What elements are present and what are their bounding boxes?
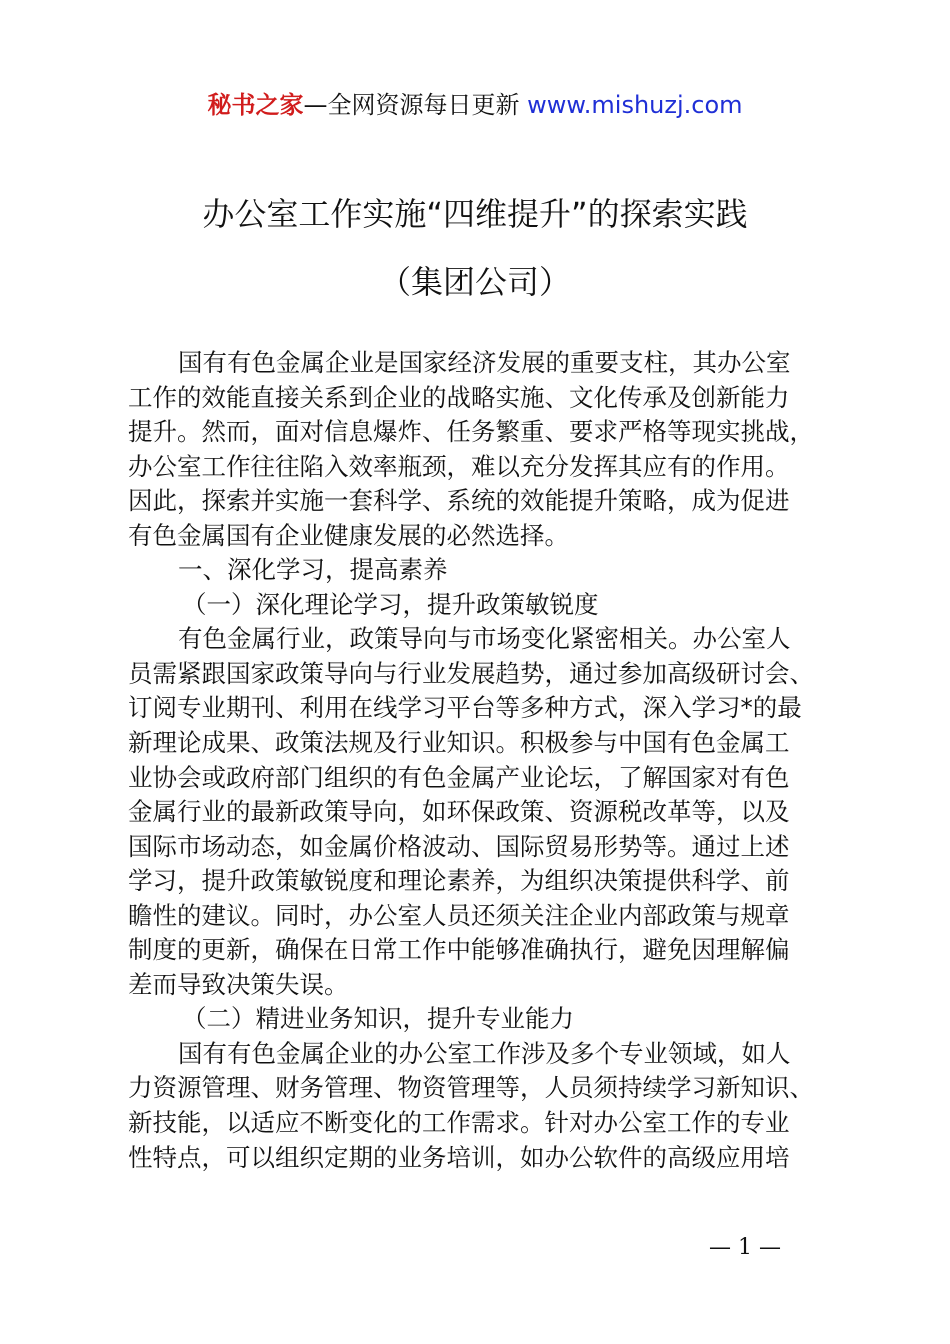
body-line: 国有有色金属企业的办公室工作涉及多个专业领域，如人: [178, 1038, 791, 1068]
body-line: 制度的更新，确保在日常工作中能够准确执行，避免因理解偏: [128, 935, 790, 965]
body-line: 业协会或政府部门组织的有色金属产业论坛，了解国家对有色: [128, 762, 790, 792]
body-line: 因此，探索并实施一套科学、系统的效能提升策略，成为促进: [128, 486, 790, 516]
body-line: 提升。然而，面对信息爆炸、任务繁重、要求严格等现实挑战，: [128, 417, 814, 447]
body-line: 员需紧跟国家政策导向与行业发展趋势，通过参加高级研讨会、: [128, 658, 814, 688]
document-title: 办公室工作实施“四维提升”的探索实践: [202, 195, 748, 233]
document-body: [128, 346, 836, 1175]
site-header: [0, 88, 950, 122]
body-line: 力资源管理、财务管理、物资管理等，人员须持续学习新知识、: [128, 1073, 814, 1103]
body-line: 有色金属行业，政策导向与市场变化紧密相关。办公室人: [178, 624, 791, 654]
body-line: 国际市场动态，如金属价格波动、国际贸易形势等。通过上述: [128, 831, 790, 861]
body-line: 国有有色金属企业是国家经济发展的重要支柱，其办公室: [178, 348, 791, 377]
body-line: 有色金属国有企业健康发展的必然选择。: [128, 520, 569, 550]
section-heading: 一、深化学习，提高素养: [178, 555, 448, 585]
document-subtitle: （集团公司）: [378, 263, 571, 301]
body-line: 性特点，可以组织定期的业务培训，如办公软件的高级应用培: [128, 1142, 790, 1172]
page-number: — 1 —: [709, 1235, 781, 1260]
body-line: 学习，提升政策敏锐度和理论素养，为组织决策提供科学、前: [128, 866, 790, 896]
site-url-link[interactable]: www.mishuzj.com: [527, 91, 743, 119]
body-line: 工作的效能直接关系到企业的战略实施、文化传承及创新能力: [128, 382, 790, 412]
body-line: 订阅专业期刊、利用在线学习平台等多种方式，深入学习*的最: [128, 693, 802, 723]
body-line: 新技能，以适应不断变化的工作需求。针对办公室工作的专业: [128, 1108, 790, 1138]
brand-name: 秘书之家: [207, 91, 304, 119]
subsection-heading: （一）深化理论学习，提升政策敏锐度: [182, 589, 599, 619]
header-tagline: —全网资源每日更新: [303, 91, 528, 119]
body-line: 新理论成果、政策法规及行业知识。积极参与中国有色金属工: [128, 728, 790, 758]
body-line: 差而导致决策失误。: [128, 969, 349, 999]
body-line: 办公室工作往往陷入效率瓶颈，难以充分发挥其应有的作用。: [128, 451, 790, 481]
subsection-heading: （二）精进业务知识，提升专业能力: [182, 1004, 574, 1034]
body-line: 金属行业的最新政策导向，如环保政策、资源税改革等，以及: [128, 797, 790, 827]
body-line: 瞻性的建议。同时，办公室人员还须关注企业内部政策与规章: [128, 900, 790, 930]
